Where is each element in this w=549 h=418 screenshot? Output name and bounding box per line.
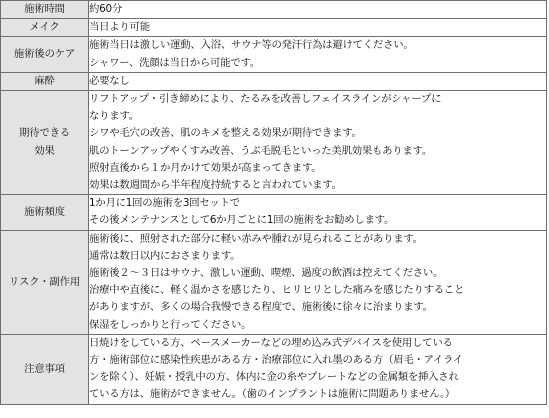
row-label bbox=[1, 91, 89, 195]
row-value-line: 通常は数日以内におさまります。 bbox=[89, 249, 241, 262]
row-label bbox=[1, 1, 89, 19]
row-value bbox=[89, 37, 547, 72]
row-label-line: 注意事項 bbox=[24, 362, 65, 375]
row-value-line: 方・施術部位に感染性疾患がある方・治療部位に入れ墨のある方（眉毛・アイライ bbox=[89, 354, 463, 367]
row-value-line: なります。 bbox=[89, 110, 139, 123]
row-label bbox=[1, 195, 89, 230]
row-value-line: 効果は数週間から半年程度持続すると言われています。 bbox=[89, 179, 342, 192]
row-label bbox=[1, 230, 89, 334]
table-row-anesthesia bbox=[1, 72, 547, 90]
row-value bbox=[89, 19, 547, 37]
row-value bbox=[89, 230, 547, 334]
row-value-line: 施術後に、照射された部分に軽い赤みや腫れが見られることがあります。 bbox=[89, 232, 423, 245]
row-label-line: 施術頻度 bbox=[24, 205, 65, 218]
row-value-line: 治療中や直後に、軽く温かさを感じたり、ヒリヒリとした痛みを感じたりすること bbox=[89, 284, 465, 297]
row-value-line: がありますが、多くの場合我慢できる程度で、施術後に徐々に治まります。 bbox=[89, 301, 433, 314]
row-value bbox=[89, 195, 547, 230]
row-value-line: ンを除く）、妊娠・授乳中の方、体内に金の糸やプレートなどの金属類を挿入され bbox=[89, 371, 459, 384]
row-value-line: 肌のトーンアップやくすみ改善、うぶ毛脱毛といった美肌効果もあります。 bbox=[89, 144, 433, 157]
row-value-line: 施術当日は激しい運動、入浴、サウナ等の発汗行為は避けてください。 bbox=[89, 39, 414, 52]
table-row-duration bbox=[1, 1, 547, 19]
row-value-line: シワや毛穴の改善、肌のキメを整える効果が期待できます。 bbox=[89, 127, 362, 140]
row-label-line: 効果 bbox=[34, 144, 55, 157]
row-label bbox=[1, 19, 89, 37]
row-label bbox=[1, 37, 89, 72]
row-label-line: 施術後のケア bbox=[13, 48, 76, 60]
row-value-line: シャワー、洗顔は当日から可能です。 bbox=[89, 56, 260, 69]
treatment-info-body bbox=[1, 1, 547, 405]
row-value-line: ている方は、施術ができません。（歯のインプラントは施術に問題ありません。） bbox=[89, 388, 456, 401]
row-label-line: リスク・副作用 bbox=[8, 275, 81, 288]
row-value bbox=[89, 91, 547, 195]
row-value-line: 1か月に1回の施術を3回セットで bbox=[89, 197, 240, 210]
row-value-line: 施術後２～３日はサウナ、激しい運動、喫煙、過度の飲酒は控えてください。 bbox=[89, 267, 444, 280]
row-value bbox=[89, 1, 547, 19]
row-value-line: その後メンテナンスとして6か月ごとに1回の施術をお勧めします。 bbox=[89, 214, 395, 227]
row-value bbox=[89, 334, 547, 404]
table-row-frequency bbox=[1, 195, 547, 230]
row-label-line: 施術時間 bbox=[24, 3, 65, 15]
row-label-line: 麻酔 bbox=[34, 74, 55, 87]
row-value-line: 保湿をしっかりと行ってください。 bbox=[89, 318, 252, 331]
row-label-line: メイク bbox=[29, 21, 60, 34]
row-label bbox=[1, 72, 89, 90]
row-value-line: 照射直後から１か月かけて効果が高まってきます。 bbox=[89, 161, 322, 174]
row-value-line: 日焼けをしている方、ペースメーカーなどの埋め込み式デバイスを使用している bbox=[89, 336, 453, 349]
table-row-makeup bbox=[1, 19, 547, 37]
row-value-line: 必要なし bbox=[89, 74, 130, 87]
row-label bbox=[1, 334, 89, 404]
table-row-precautions bbox=[1, 334, 547, 404]
row-value-line: 当日より可能 bbox=[89, 21, 150, 34]
table-row-aftercare bbox=[1, 37, 547, 72]
table-row-risks-side-effects bbox=[1, 230, 547, 334]
row-label-line: 期待できる bbox=[19, 127, 70, 140]
row-value-line: 約60分 bbox=[89, 3, 123, 15]
row-value-line: リフトアップ・引き締めにより、たるみを改善しフェイスラインがシャープに bbox=[89, 93, 442, 106]
row-value bbox=[89, 72, 547, 90]
table-row-expected-effects bbox=[1, 91, 547, 195]
